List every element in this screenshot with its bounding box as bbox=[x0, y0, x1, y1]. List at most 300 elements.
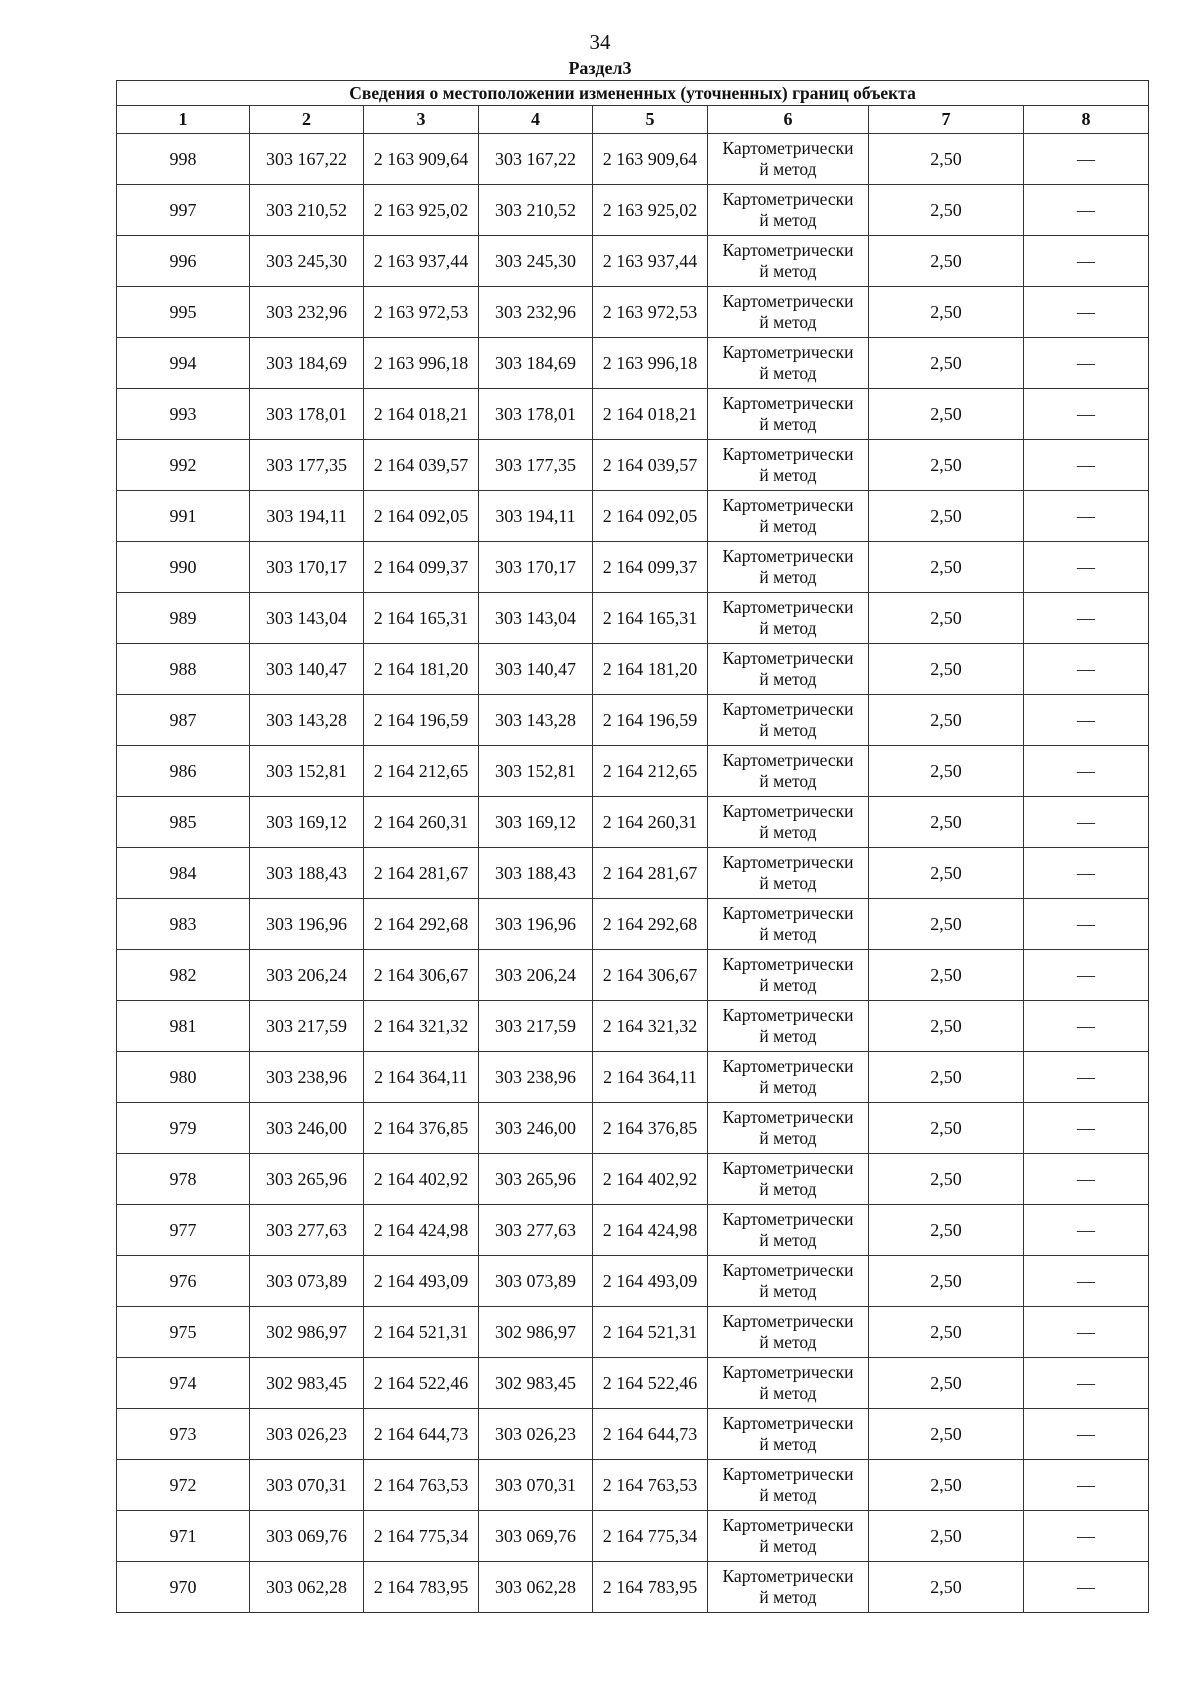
refined-x-cell: 303 177,35 bbox=[479, 440, 593, 491]
accuracy-cell: 2,50 bbox=[869, 1307, 1024, 1358]
point-number-cell: 973 bbox=[117, 1409, 250, 1460]
refined-y-cell: 2 164 092,05 bbox=[593, 491, 708, 542]
note-cell: — bbox=[1024, 185, 1149, 236]
method-line-1: Картометрически bbox=[722, 1464, 854, 1484]
note-cell: — bbox=[1024, 1460, 1149, 1511]
column-header-6: 6 bbox=[708, 106, 869, 134]
accuracy-cell: 2,50 bbox=[869, 134, 1024, 185]
method-line-1: Картометрически bbox=[722, 903, 854, 923]
note-cell: — bbox=[1024, 1307, 1149, 1358]
existing-x-cell: 303 246,00 bbox=[250, 1103, 364, 1154]
table-row bbox=[117, 287, 1149, 338]
method-cell bbox=[708, 695, 869, 746]
method-line-1: Картометрически bbox=[722, 801, 854, 821]
note-cell: — bbox=[1024, 236, 1149, 287]
method-cell bbox=[708, 287, 869, 338]
refined-x-cell: 303 073,89 bbox=[479, 1256, 593, 1307]
note-cell: — bbox=[1024, 440, 1149, 491]
method-line-2: й метод bbox=[759, 1587, 817, 1607]
method-cell bbox=[708, 1205, 869, 1256]
existing-y-cell: 2 164 260,31 bbox=[364, 797, 479, 848]
method-cell bbox=[708, 797, 869, 848]
note-cell: — bbox=[1024, 1562, 1149, 1613]
method-line-1: Картометрически bbox=[722, 1107, 854, 1127]
method-line-2: й метод bbox=[759, 975, 817, 995]
point-number-cell: 995 bbox=[117, 287, 250, 338]
table-row bbox=[117, 338, 1149, 389]
note-cell: — bbox=[1024, 491, 1149, 542]
existing-y-cell: 2 163 925,02 bbox=[364, 185, 479, 236]
method-cell bbox=[708, 134, 869, 185]
existing-y-cell: 2 164 521,31 bbox=[364, 1307, 479, 1358]
existing-x-cell: 303 184,69 bbox=[250, 338, 364, 389]
method-line-2: й метод bbox=[759, 873, 817, 893]
accuracy-cell: 2,50 bbox=[869, 899, 1024, 950]
refined-x-cell: 302 986,97 bbox=[479, 1307, 593, 1358]
accuracy-cell: 2,50 bbox=[869, 1460, 1024, 1511]
accuracy-cell: 2,50 bbox=[869, 1205, 1024, 1256]
refined-x-cell: 303 238,96 bbox=[479, 1052, 593, 1103]
point-number-cell: 987 bbox=[117, 695, 250, 746]
column-header-1: 1 bbox=[117, 106, 250, 134]
point-number-cell: 986 bbox=[117, 746, 250, 797]
method-line-1: Картометрически bbox=[722, 291, 854, 311]
existing-y-cell: 2 163 937,44 bbox=[364, 236, 479, 287]
accuracy-cell: 2,50 bbox=[869, 848, 1024, 899]
table-row bbox=[117, 542, 1149, 593]
point-number-cell: 981 bbox=[117, 1001, 250, 1052]
method-cell bbox=[708, 1001, 869, 1052]
point-number-cell: 985 bbox=[117, 797, 250, 848]
refined-y-cell: 2 164 775,34 bbox=[593, 1511, 708, 1562]
accuracy-cell: 2,50 bbox=[869, 1052, 1024, 1103]
method-line-2: й метод bbox=[759, 210, 817, 230]
existing-y-cell: 2 164 783,95 bbox=[364, 1562, 479, 1613]
existing-y-cell: 2 164 306,67 bbox=[364, 950, 479, 1001]
method-line-2: й метод bbox=[759, 567, 817, 587]
refined-x-cell: 303 184,69 bbox=[479, 338, 593, 389]
refined-y-cell: 2 164 306,67 bbox=[593, 950, 708, 1001]
method-cell bbox=[708, 338, 869, 389]
note-cell: — bbox=[1024, 1001, 1149, 1052]
refined-y-cell: 2 163 996,18 bbox=[593, 338, 708, 389]
note-cell: — bbox=[1024, 695, 1149, 746]
refined-x-cell: 302 983,45 bbox=[479, 1358, 593, 1409]
existing-y-cell: 2 163 909,64 bbox=[364, 134, 479, 185]
method-cell bbox=[708, 746, 869, 797]
refined-x-cell: 303 178,01 bbox=[479, 389, 593, 440]
method-line-2: й метод bbox=[759, 771, 817, 791]
refined-y-cell: 2 164 522,46 bbox=[593, 1358, 708, 1409]
accuracy-cell: 2,50 bbox=[869, 185, 1024, 236]
accuracy-cell: 2,50 bbox=[869, 797, 1024, 848]
accuracy-cell: 2,50 bbox=[869, 491, 1024, 542]
table-row bbox=[117, 644, 1149, 695]
refined-y-cell: 2 163 909,64 bbox=[593, 134, 708, 185]
existing-x-cell: 303 143,28 bbox=[250, 695, 364, 746]
accuracy-cell: 2,50 bbox=[869, 644, 1024, 695]
existing-y-cell: 2 164 522,46 bbox=[364, 1358, 479, 1409]
point-number-cell: 983 bbox=[117, 899, 250, 950]
existing-y-cell: 2 164 099,37 bbox=[364, 542, 479, 593]
refined-y-cell: 2 164 493,09 bbox=[593, 1256, 708, 1307]
method-cell bbox=[708, 644, 869, 695]
note-cell: — bbox=[1024, 287, 1149, 338]
accuracy-cell: 2,50 bbox=[869, 1409, 1024, 1460]
accuracy-cell: 2,50 bbox=[869, 1103, 1024, 1154]
table-row bbox=[117, 1103, 1149, 1154]
refined-y-cell: 2 164 376,85 bbox=[593, 1103, 708, 1154]
table-row bbox=[117, 950, 1149, 1001]
existing-y-cell: 2 164 364,11 bbox=[364, 1052, 479, 1103]
method-line-2: й метод bbox=[759, 414, 817, 434]
point-number-cell: 975 bbox=[117, 1307, 250, 1358]
method-line-2: й метод bbox=[759, 669, 817, 689]
point-number-cell: 980 bbox=[117, 1052, 250, 1103]
refined-x-cell: 303 140,47 bbox=[479, 644, 593, 695]
accuracy-cell: 2,50 bbox=[869, 950, 1024, 1001]
existing-y-cell: 2 164 376,85 bbox=[364, 1103, 479, 1154]
existing-y-cell: 2 164 292,68 bbox=[364, 899, 479, 950]
refined-y-cell: 2 164 018,21 bbox=[593, 389, 708, 440]
table-row bbox=[117, 899, 1149, 950]
method-line-1: Картометрически bbox=[722, 1158, 854, 1178]
method-line-1: Картометрически bbox=[722, 954, 854, 974]
column-header-row bbox=[117, 106, 1149, 134]
method-line-2: й метод bbox=[759, 618, 817, 638]
column-header-7: 7 bbox=[869, 106, 1024, 134]
refined-x-cell: 303 169,12 bbox=[479, 797, 593, 848]
point-number-cell: 991 bbox=[117, 491, 250, 542]
existing-x-cell: 303 070,31 bbox=[250, 1460, 364, 1511]
accuracy-cell: 2,50 bbox=[869, 338, 1024, 389]
accuracy-cell: 2,50 bbox=[869, 440, 1024, 491]
table-title: Сведения о местоположении измененных (уточненных) границ объекта bbox=[117, 81, 1149, 106]
existing-x-cell: 303 188,43 bbox=[250, 848, 364, 899]
existing-x-cell: 303 217,59 bbox=[250, 1001, 364, 1052]
method-line-2: й метод bbox=[759, 363, 817, 383]
table-row bbox=[117, 389, 1149, 440]
note-cell: — bbox=[1024, 1154, 1149, 1205]
existing-x-cell: 303 169,12 bbox=[250, 797, 364, 848]
table-row bbox=[117, 1409, 1149, 1460]
accuracy-cell: 2,50 bbox=[869, 1154, 1024, 1205]
point-number-cell: 978 bbox=[117, 1154, 250, 1205]
existing-x-cell: 303 206,24 bbox=[250, 950, 364, 1001]
accuracy-cell: 2,50 bbox=[869, 542, 1024, 593]
method-line-1: Картометрически bbox=[722, 1566, 854, 1586]
existing-x-cell: 303 245,30 bbox=[250, 236, 364, 287]
point-number-cell: 979 bbox=[117, 1103, 250, 1154]
refined-x-cell: 303 277,63 bbox=[479, 1205, 593, 1256]
refined-y-cell: 2 164 281,67 bbox=[593, 848, 708, 899]
method-line-1: Картометрически bbox=[722, 546, 854, 566]
method-line-1: Картометрически bbox=[722, 240, 854, 260]
table-row bbox=[117, 236, 1149, 287]
method-line-2: й метод bbox=[759, 312, 817, 332]
refined-y-cell: 2 163 937,44 bbox=[593, 236, 708, 287]
refined-x-cell: 303 152,81 bbox=[479, 746, 593, 797]
accuracy-cell: 2,50 bbox=[869, 746, 1024, 797]
method-cell bbox=[708, 1409, 869, 1460]
boundary-coordinates-table bbox=[116, 80, 1149, 1613]
column-header-3: 3 bbox=[364, 106, 479, 134]
accuracy-cell: 2,50 bbox=[869, 1562, 1024, 1613]
existing-x-cell: 303 196,96 bbox=[250, 899, 364, 950]
refined-x-cell: 303 167,22 bbox=[479, 134, 593, 185]
method-line-2: й метод bbox=[759, 1434, 817, 1454]
note-cell: — bbox=[1024, 1103, 1149, 1154]
existing-y-cell: 2 164 424,98 bbox=[364, 1205, 479, 1256]
column-header-4: 4 bbox=[479, 106, 593, 134]
existing-x-cell: 303 238,96 bbox=[250, 1052, 364, 1103]
existing-y-cell: 2 164 281,67 bbox=[364, 848, 479, 899]
method-line-2: й метод bbox=[759, 1179, 817, 1199]
existing-y-cell: 2 164 493,09 bbox=[364, 1256, 479, 1307]
table-row bbox=[117, 1205, 1149, 1256]
existing-x-cell: 303 069,76 bbox=[250, 1511, 364, 1562]
note-cell: — bbox=[1024, 1409, 1149, 1460]
method-line-1: Картометрически bbox=[722, 342, 854, 362]
point-number-cell: 977 bbox=[117, 1205, 250, 1256]
existing-x-cell: 303 143,04 bbox=[250, 593, 364, 644]
accuracy-cell: 2,50 bbox=[869, 1256, 1024, 1307]
existing-y-cell: 2 164 018,21 bbox=[364, 389, 479, 440]
method-cell bbox=[708, 491, 869, 542]
table-row bbox=[117, 440, 1149, 491]
point-number-cell: 972 bbox=[117, 1460, 250, 1511]
method-cell bbox=[708, 236, 869, 287]
table-row bbox=[117, 848, 1149, 899]
accuracy-cell: 2,50 bbox=[869, 389, 1024, 440]
existing-x-cell: 303 073,89 bbox=[250, 1256, 364, 1307]
existing-y-cell: 2 163 972,53 bbox=[364, 287, 479, 338]
refined-x-cell: 303 206,24 bbox=[479, 950, 593, 1001]
method-line-1: Картометрически bbox=[722, 1209, 854, 1229]
point-number-cell: 990 bbox=[117, 542, 250, 593]
existing-y-cell: 2 164 212,65 bbox=[364, 746, 479, 797]
point-number-cell: 998 bbox=[117, 134, 250, 185]
accuracy-cell: 2,50 bbox=[869, 1001, 1024, 1052]
point-number-cell: 994 bbox=[117, 338, 250, 389]
point-number-cell: 976 bbox=[117, 1256, 250, 1307]
note-cell: — bbox=[1024, 593, 1149, 644]
method-line-2: й метод bbox=[759, 516, 817, 536]
method-line-1: Картометрически bbox=[722, 597, 854, 617]
method-cell bbox=[708, 185, 869, 236]
point-number-cell: 992 bbox=[117, 440, 250, 491]
method-line-2: й метод bbox=[759, 1383, 817, 1403]
accuracy-cell: 2,50 bbox=[869, 287, 1024, 338]
existing-y-cell: 2 164 321,32 bbox=[364, 1001, 479, 1052]
table-row bbox=[117, 185, 1149, 236]
note-cell: — bbox=[1024, 1205, 1149, 1256]
point-number-cell: 971 bbox=[117, 1511, 250, 1562]
existing-x-cell: 303 277,63 bbox=[250, 1205, 364, 1256]
existing-x-cell: 303 152,81 bbox=[250, 746, 364, 797]
refined-x-cell: 303 062,28 bbox=[479, 1562, 593, 1613]
method-cell bbox=[708, 950, 869, 1001]
method-line-2: й метод bbox=[759, 720, 817, 740]
method-line-1: Картометрически bbox=[722, 648, 854, 668]
method-line-2: й метод bbox=[759, 1536, 817, 1556]
note-cell: — bbox=[1024, 1256, 1149, 1307]
table-row bbox=[117, 593, 1149, 644]
existing-x-cell: 303 177,35 bbox=[250, 440, 364, 491]
point-number-cell: 997 bbox=[117, 185, 250, 236]
method-line-1: Картометрически bbox=[722, 495, 854, 515]
method-cell bbox=[708, 593, 869, 644]
method-line-1: Картометрически bbox=[722, 138, 854, 158]
method-cell bbox=[708, 1052, 869, 1103]
method-cell bbox=[708, 1358, 869, 1409]
column-header-5: 5 bbox=[593, 106, 708, 134]
refined-x-cell: 303 265,96 bbox=[479, 1154, 593, 1205]
refined-y-cell: 2 164 402,92 bbox=[593, 1154, 708, 1205]
refined-x-cell: 303 217,59 bbox=[479, 1001, 593, 1052]
refined-x-cell: 303 196,96 bbox=[479, 899, 593, 950]
table-row bbox=[117, 134, 1149, 185]
existing-y-cell: 2 164 402,92 bbox=[364, 1154, 479, 1205]
table-row bbox=[117, 797, 1149, 848]
method-line-1: Картометрически bbox=[722, 189, 854, 209]
refined-x-cell: 303 143,04 bbox=[479, 593, 593, 644]
refined-x-cell: 303 194,11 bbox=[479, 491, 593, 542]
method-line-2: й метод bbox=[759, 1230, 817, 1250]
method-line-1: Картометрически bbox=[722, 1311, 854, 1331]
section-title: Раздел3 bbox=[568, 58, 632, 78]
table-body bbox=[117, 134, 1149, 1613]
method-cell bbox=[708, 1307, 869, 1358]
refined-y-cell: 2 164 321,32 bbox=[593, 1001, 708, 1052]
existing-x-cell: 302 986,97 bbox=[250, 1307, 364, 1358]
column-header-2: 2 bbox=[250, 106, 364, 134]
table-row bbox=[117, 1052, 1149, 1103]
method-line-1: Картометрически bbox=[722, 1362, 854, 1382]
accuracy-cell: 2,50 bbox=[869, 1358, 1024, 1409]
method-line-1: Картометрически bbox=[722, 1413, 854, 1433]
method-line-1: Картометрически bbox=[722, 1056, 854, 1076]
method-line-2: й метод bbox=[759, 822, 817, 842]
existing-x-cell: 302 983,45 bbox=[250, 1358, 364, 1409]
refined-x-cell: 303 188,43 bbox=[479, 848, 593, 899]
note-cell: — bbox=[1024, 542, 1149, 593]
method-line-2: й метод bbox=[759, 1077, 817, 1097]
refined-y-cell: 2 164 196,59 bbox=[593, 695, 708, 746]
accuracy-cell: 2,50 bbox=[869, 593, 1024, 644]
table-row bbox=[117, 1307, 1149, 1358]
existing-y-cell: 2 164 181,20 bbox=[364, 644, 479, 695]
method-line-1: Картометрически bbox=[722, 393, 854, 413]
note-cell: — bbox=[1024, 950, 1149, 1001]
point-number-cell: 982 bbox=[117, 950, 250, 1001]
method-line-2: й метод bbox=[759, 159, 817, 179]
existing-y-cell: 2 164 196,59 bbox=[364, 695, 479, 746]
table-row bbox=[117, 1256, 1149, 1307]
page-number: 34 bbox=[589, 30, 611, 54]
method-cell bbox=[708, 848, 869, 899]
method-line-1: Картометрически bbox=[722, 444, 854, 464]
method-cell bbox=[708, 1103, 869, 1154]
note-cell: — bbox=[1024, 338, 1149, 389]
table-row bbox=[117, 1001, 1149, 1052]
existing-x-cell: 303 167,22 bbox=[250, 134, 364, 185]
existing-y-cell: 2 164 775,34 bbox=[364, 1511, 479, 1562]
refined-y-cell: 2 164 763,53 bbox=[593, 1460, 708, 1511]
refined-x-cell: 303 026,23 bbox=[479, 1409, 593, 1460]
table-row bbox=[117, 1460, 1149, 1511]
note-cell: — bbox=[1024, 848, 1149, 899]
method-line-2: й метод bbox=[759, 1281, 817, 1301]
method-cell bbox=[708, 1256, 869, 1307]
note-cell: — bbox=[1024, 746, 1149, 797]
refined-y-cell: 2 164 212,65 bbox=[593, 746, 708, 797]
refined-y-cell: 2 164 521,31 bbox=[593, 1307, 708, 1358]
note-cell: — bbox=[1024, 797, 1149, 848]
existing-y-cell: 2 163 996,18 bbox=[364, 338, 479, 389]
refined-x-cell: 303 246,00 bbox=[479, 1103, 593, 1154]
refined-y-cell: 2 164 260,31 bbox=[593, 797, 708, 848]
method-cell bbox=[708, 1562, 869, 1613]
table-row bbox=[117, 1562, 1149, 1613]
refined-y-cell: 2 164 292,68 bbox=[593, 899, 708, 950]
existing-y-cell: 2 164 092,05 bbox=[364, 491, 479, 542]
accuracy-cell: 2,50 bbox=[869, 1511, 1024, 1562]
point-number-cell: 988 bbox=[117, 644, 250, 695]
existing-y-cell: 2 164 644,73 bbox=[364, 1409, 479, 1460]
existing-x-cell: 303 194,11 bbox=[250, 491, 364, 542]
accuracy-cell: 2,50 bbox=[869, 695, 1024, 746]
method-line-1: Картометрически bbox=[722, 1515, 854, 1535]
existing-x-cell: 303 140,47 bbox=[250, 644, 364, 695]
note-cell: — bbox=[1024, 644, 1149, 695]
note-cell: — bbox=[1024, 134, 1149, 185]
method-line-2: й метод bbox=[759, 1485, 817, 1505]
note-cell: — bbox=[1024, 1052, 1149, 1103]
refined-y-cell: 2 164 039,57 bbox=[593, 440, 708, 491]
refined-y-cell: 2 164 644,73 bbox=[593, 1409, 708, 1460]
existing-x-cell: 303 170,17 bbox=[250, 542, 364, 593]
method-line-1: Картометрически bbox=[722, 750, 854, 770]
method-cell bbox=[708, 542, 869, 593]
method-cell bbox=[708, 440, 869, 491]
note-cell: — bbox=[1024, 899, 1149, 950]
refined-x-cell: 303 170,17 bbox=[479, 542, 593, 593]
method-cell bbox=[708, 1460, 869, 1511]
method-line-2: й метод bbox=[759, 465, 817, 485]
method-line-2: й метод bbox=[759, 924, 817, 944]
existing-x-cell: 303 062,28 bbox=[250, 1562, 364, 1613]
method-cell bbox=[708, 899, 869, 950]
note-cell: — bbox=[1024, 389, 1149, 440]
existing-x-cell: 303 232,96 bbox=[250, 287, 364, 338]
refined-x-cell: 303 232,96 bbox=[479, 287, 593, 338]
refined-y-cell: 2 164 165,31 bbox=[593, 593, 708, 644]
existing-x-cell: 303 026,23 bbox=[250, 1409, 364, 1460]
refined-x-cell: 303 245,30 bbox=[479, 236, 593, 287]
existing-y-cell: 2 164 763,53 bbox=[364, 1460, 479, 1511]
refined-y-cell: 2 164 364,11 bbox=[593, 1052, 708, 1103]
method-cell bbox=[708, 389, 869, 440]
table-row bbox=[117, 746, 1149, 797]
refined-x-cell: 303 143,28 bbox=[479, 695, 593, 746]
method-line-1: Картометрически bbox=[722, 852, 854, 872]
existing-y-cell: 2 164 039,57 bbox=[364, 440, 479, 491]
method-cell bbox=[708, 1511, 869, 1562]
table-row bbox=[117, 1358, 1149, 1409]
point-number-cell: 970 bbox=[117, 1562, 250, 1613]
table-row bbox=[117, 695, 1149, 746]
